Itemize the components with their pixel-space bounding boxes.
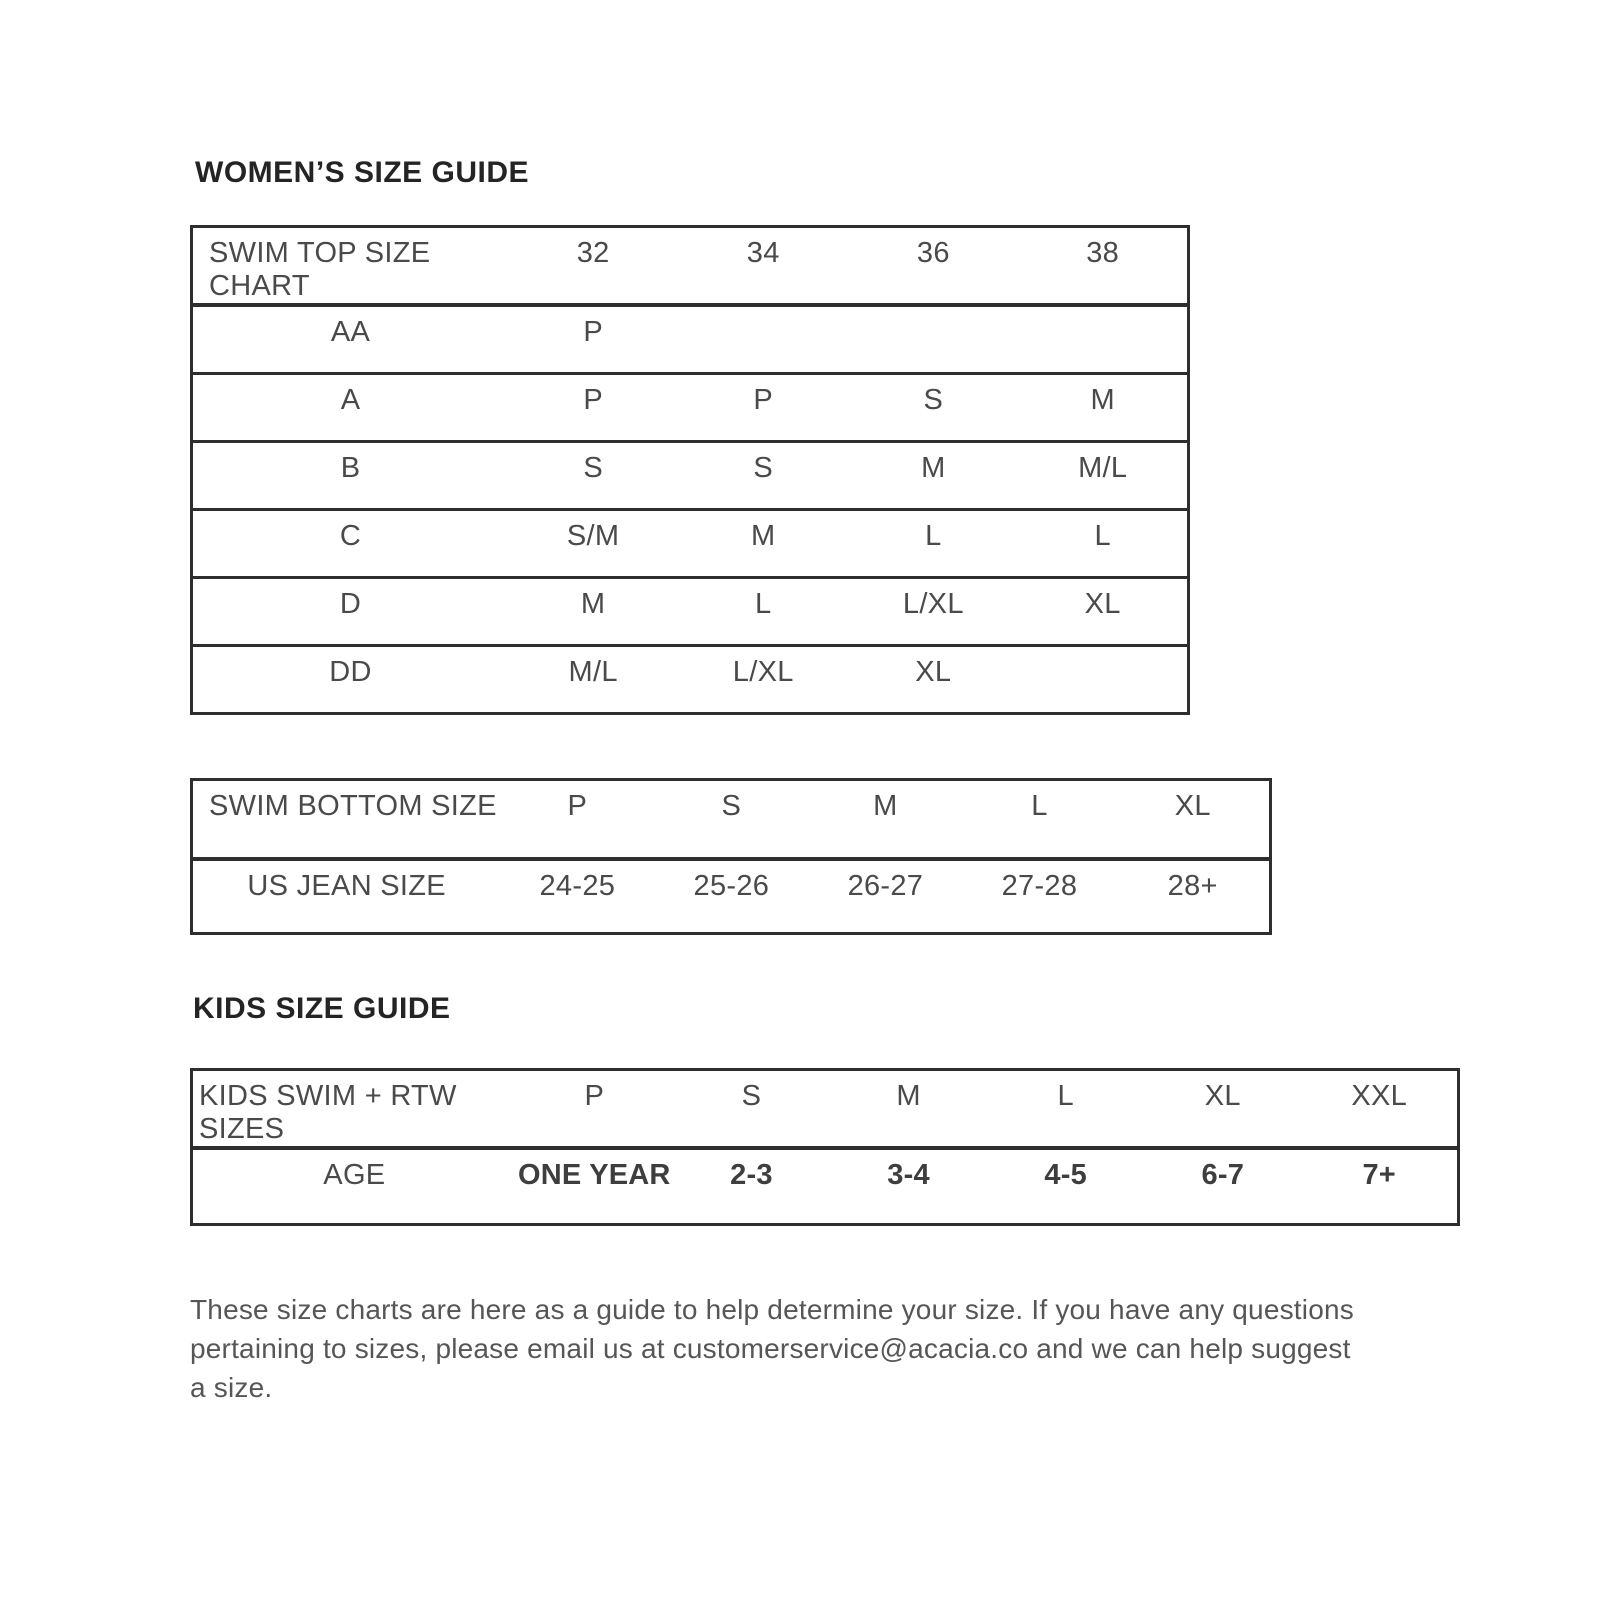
size-value-cell: ONE YEAR bbox=[518, 1159, 671, 1191]
column-header-cell: M bbox=[873, 790, 898, 822]
row-label-cell: US JEAN SIZE bbox=[247, 869, 446, 902]
size-value-cell: 26-27 bbox=[847, 869, 924, 902]
column-header-cell: M bbox=[896, 1080, 921, 1112]
table-title-cell: SWIM TOP SIZE CHART bbox=[209, 237, 431, 302]
swim-bottom-size-table bbox=[190, 778, 1272, 935]
row-label-cell: DD bbox=[329, 655, 372, 688]
size-value-cell: M/L bbox=[1078, 451, 1128, 484]
column-header-cell: 34 bbox=[746, 237, 780, 269]
column-header-cell: S bbox=[721, 790, 742, 822]
size-value-cell: L bbox=[1094, 519, 1111, 552]
row-label-cell: AA bbox=[330, 316, 371, 348]
column-header-cell: L bbox=[1031, 790, 1048, 822]
table-header-row bbox=[192, 227, 1189, 306]
support-email-text: customerservice@acacia.co bbox=[672, 1333, 1029, 1364]
row-label-cell: AGE bbox=[323, 1159, 386, 1191]
size-value-cell: S bbox=[923, 383, 944, 416]
size-value-cell: M bbox=[580, 587, 606, 620]
size-note-paragraph bbox=[190, 1290, 1354, 1407]
table-title-cell: KIDS SWIM + RTW SIZES bbox=[199, 1080, 457, 1145]
size-value-cell: L bbox=[925, 519, 942, 552]
row-label-cell: C bbox=[339, 519, 362, 552]
table-row bbox=[192, 859, 1271, 934]
size-value-cell: S/M bbox=[566, 519, 620, 552]
table-row bbox=[192, 577, 1189, 645]
table-header-row bbox=[192, 1070, 1459, 1149]
row-label-cell: D bbox=[339, 587, 362, 620]
size-value-cell: L bbox=[755, 587, 772, 620]
size-value-cell: S bbox=[583, 451, 603, 484]
table-row bbox=[192, 645, 1189, 713]
size-value-cell: 25-26 bbox=[693, 869, 770, 902]
table-header-row bbox=[192, 780, 1271, 859]
row-label-cell: B bbox=[340, 451, 361, 484]
size-value-cell: XL bbox=[915, 655, 952, 688]
column-header-cell: P bbox=[584, 1080, 605, 1112]
size-note-line-3: a size. bbox=[190, 1372, 273, 1403]
column-header-cell: 36 bbox=[916, 237, 950, 269]
column-header-cell: XL bbox=[1174, 790, 1211, 822]
size-value-cell: L/XL bbox=[732, 655, 794, 688]
size-value-cell: S bbox=[753, 451, 774, 484]
table-row bbox=[192, 305, 1189, 373]
size-value-cell: M bbox=[751, 519, 776, 552]
swim-top-size-table bbox=[190, 225, 1190, 715]
size-value-cell: 28+ bbox=[1167, 869, 1218, 902]
kids-swim-rtw-table bbox=[190, 1068, 1460, 1226]
table-row bbox=[192, 509, 1189, 577]
size-value-cell: 7+ bbox=[1362, 1159, 1396, 1191]
table-row bbox=[192, 373, 1189, 441]
size-value-cell: 6-7 bbox=[1201, 1159, 1245, 1191]
size-value-cell: P bbox=[583, 316, 603, 348]
size-value-cell: 3-4 bbox=[887, 1159, 930, 1191]
table-row bbox=[192, 1148, 1459, 1224]
womens-size-guide-heading: WOMEN’S SIZE GUIDE bbox=[195, 156, 530, 189]
column-header-cell: 32 bbox=[576, 237, 610, 269]
column-header-cell: L bbox=[1057, 1080, 1074, 1112]
column-header-cell: XL bbox=[1204, 1080, 1241, 1112]
size-note-line-2-after: and we can help suggest bbox=[1028, 1333, 1351, 1364]
table-row bbox=[192, 441, 1189, 509]
table-title-cell: SWIM BOTTOM SIZE bbox=[209, 790, 497, 822]
size-note-line-2 bbox=[190, 1329, 1354, 1368]
size-value-cell: M/L bbox=[568, 655, 618, 688]
size-value-cell: P bbox=[583, 383, 603, 416]
row-label-cell: A bbox=[340, 383, 361, 416]
size-note-line-1: These size charts are here as a guide to help determine your size. If you have any questions bbox=[190, 1294, 1354, 1325]
column-header-cell: S bbox=[741, 1080, 762, 1112]
size-value-cell: M bbox=[1090, 383, 1115, 416]
size-value-cell: 24-25 bbox=[539, 869, 616, 902]
size-value-cell: L/XL bbox=[902, 587, 964, 620]
size-value-cell: 2-3 bbox=[730, 1159, 773, 1191]
column-header-cell: P bbox=[567, 790, 588, 822]
column-header-cell: 38 bbox=[1086, 237, 1120, 269]
size-value-cell bbox=[848, 305, 1018, 373]
size-value-cell bbox=[1018, 305, 1188, 373]
size-value-cell: 27-28 bbox=[1001, 869, 1078, 902]
column-header-cell: XXL bbox=[1351, 1080, 1408, 1112]
size-value-cell: M bbox=[921, 451, 946, 484]
size-value-cell: XL bbox=[1084, 587, 1121, 620]
size-value-cell bbox=[1018, 645, 1188, 713]
size-value-cell bbox=[678, 305, 848, 373]
size-note-line-2-before: pertaining to sizes, please email us at bbox=[190, 1333, 673, 1364]
kids-size-guide-heading: KIDS SIZE GUIDE bbox=[193, 992, 451, 1025]
size-value-cell: 4-5 bbox=[1044, 1159, 1087, 1191]
size-value-cell: P bbox=[753, 383, 774, 416]
